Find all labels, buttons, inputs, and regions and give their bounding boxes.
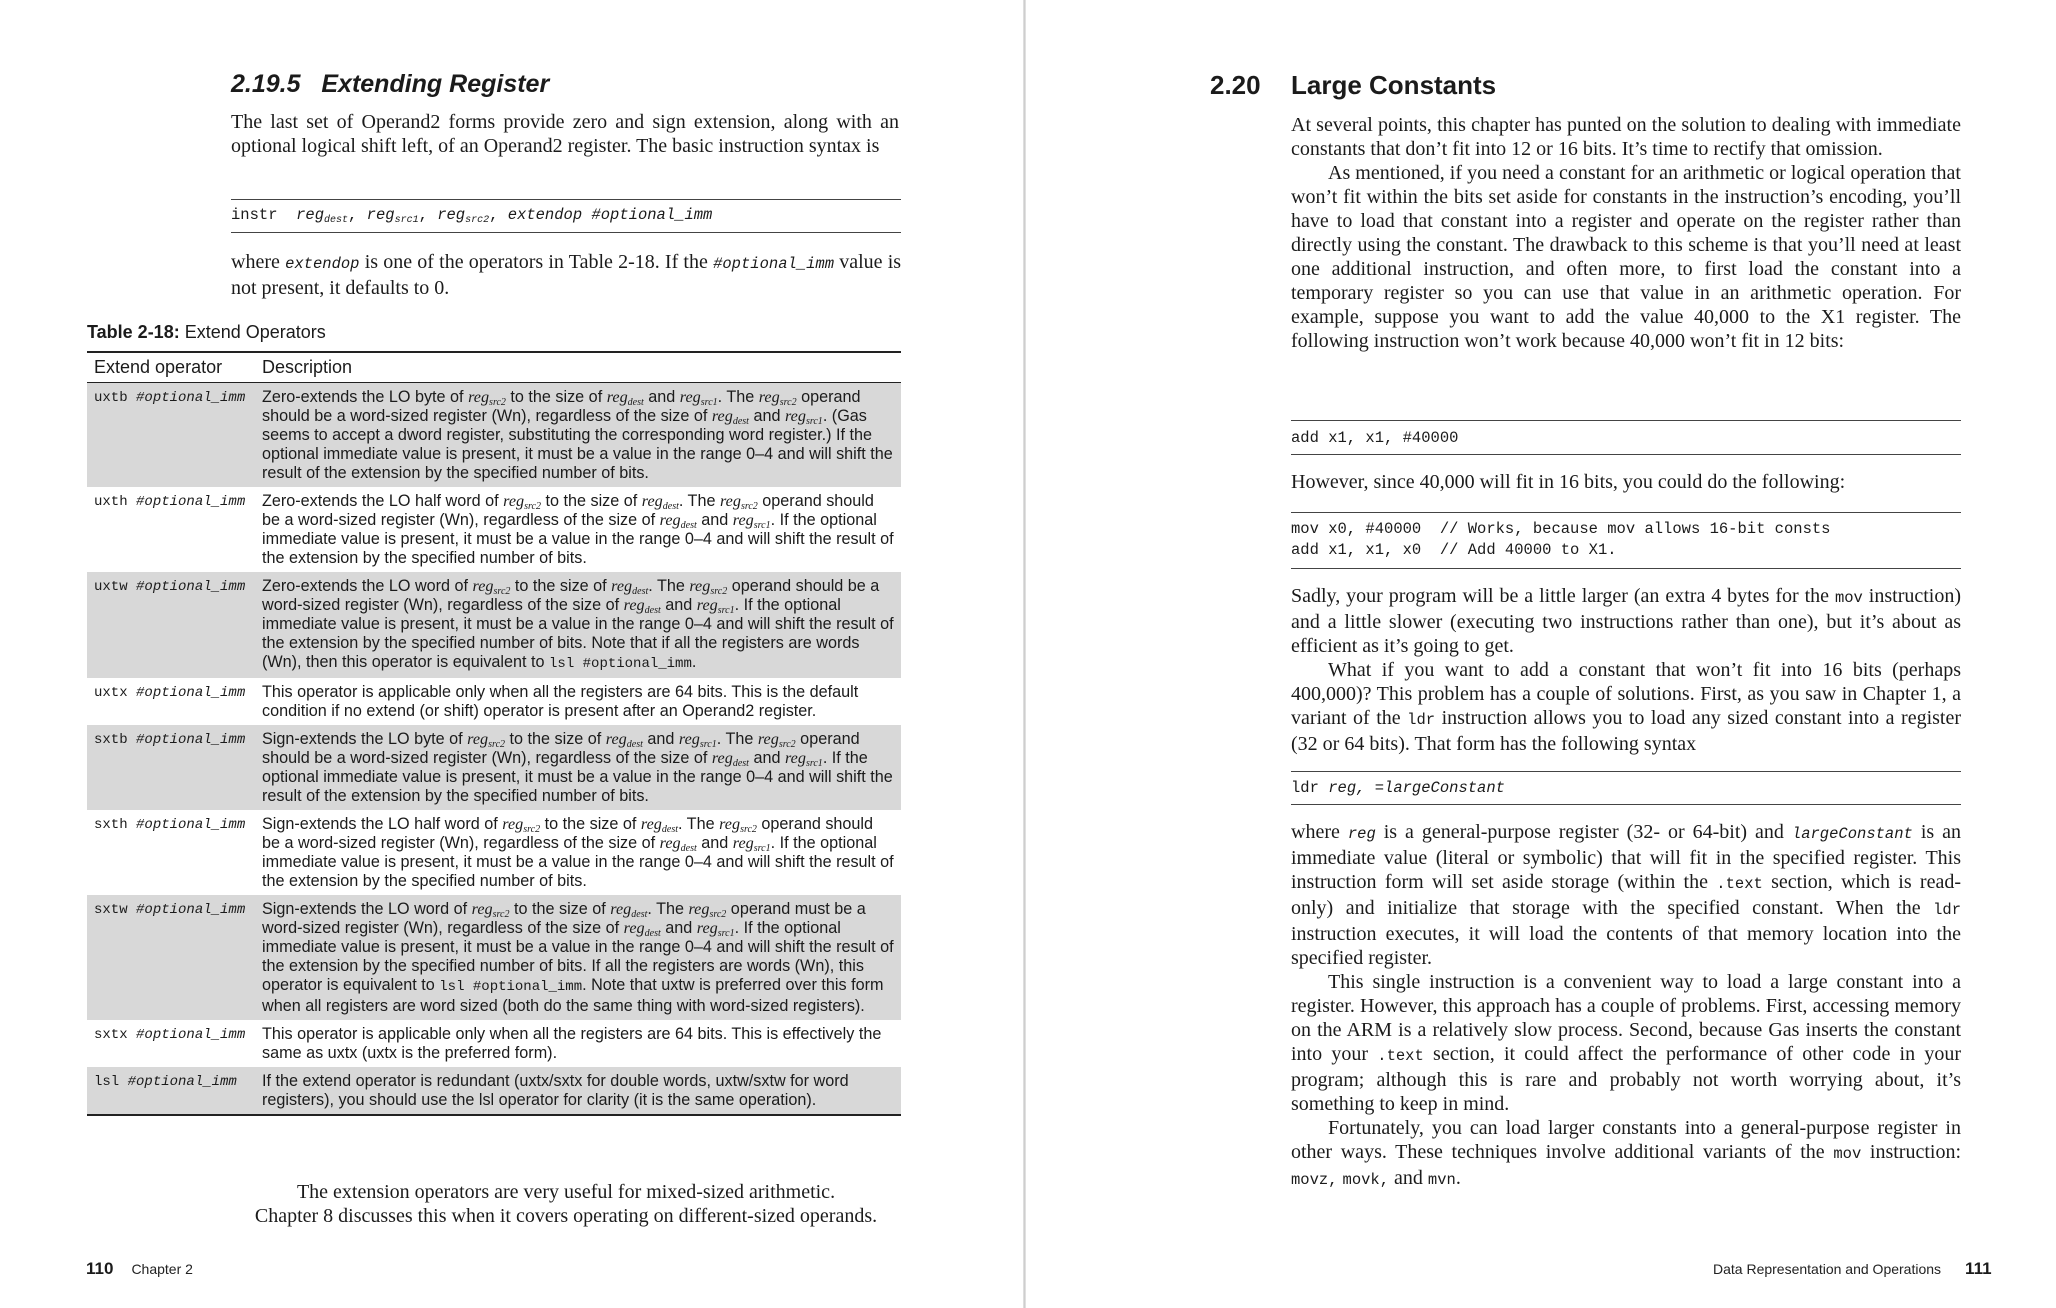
- paragraph-3: However, since 40,000 will fit in 16 bits, you could do the following:: [1291, 471, 1846, 493]
- table-row: [87, 572, 901, 678]
- operator-cell: sxtb #optional_imm: [87, 725, 255, 810]
- code-line: add x1, x1, x0 // Add 40000 to X1.: [1291, 541, 1617, 559]
- where-paragraph: where extendop is one of the operators in Table 2-18. If the #optional_imm value is not present, it defaults to 0.: [231, 251, 902, 299]
- column-header-operator: Extend operator: [87, 352, 255, 383]
- table-row: [87, 1020, 901, 1067]
- table-header-row: [87, 352, 901, 383]
- description-cell: Sign-extends the LO byte of reg$_{src2}$ to the size of reg$_{dest}$ and reg$_{src1}$. The reg$_{src2}$ operand should be a word-sized register (Wn), regardless of the size of reg$_{dest}$ and reg$_{src1}$. If the optional immediate value is present, it must be a value in the range 0–4 and will shift the result of the extension by the specified number of bits.: [255, 725, 901, 810]
- page-number-left: 110: [86, 1259, 114, 1278]
- section-number: 2.19.5: [231, 70, 301, 98]
- paragraph-7: This single instruction is a convenient way to load a large constant into a register. However, this approach has a couple of problems. First, accessing memory on the ARM is a relatively slow process. Second, because Gas inserts the constant into your .text section, it could affect the performance of other code in your program; although this is rare and probably not worth worrying about, it’s something to keep in mind.: [1291, 971, 1962, 1115]
- code-ldr-operands: reg, =largeConstant: [1328, 779, 1505, 797]
- code-block-2: [1291, 512, 1961, 569]
- table-caption: [87, 322, 326, 343]
- description-cell: This operator is applicable only when all the registers are 64 bits. This is the default condition if no extend (or shift) operator is present after an Operand2 register.: [262, 683, 859, 720]
- code-tail: extendop #optional_imm: [507, 206, 713, 224]
- description-cell: Sign-extends the LO word of reg$_{src2}$ to the size of reg$_{dest}$. The reg$_{src2}$ operand must be a word-sized register (Wn), regardless of the size of reg$_{dest}$ and reg$_{src1}$. If the optional immediate value is present, it must be a value in the range 0–4 and will shift the result of the extension by the specified number of bits. If all the registers are words (Wn), this operator is equivalent to lsl #optional_imm. Note that uxtw is preferred over this form when all registers are word sized (both do the same thing with word-sized registers).: [255, 895, 901, 1020]
- intro-paragraph: The last set of Operand2 forms provide zero and sign extension, along with an optional logical shift left, of an Operand2 register. The basic instruction syntax is: [231, 111, 899, 157]
- table-row: [87, 725, 901, 810]
- right-body-mid: [1291, 584, 1961, 756]
- operator-cell: sxtw #optional_imm: [87, 895, 255, 1020]
- paragraph-8: Fortunately, you can load larger constants into a general-purpose register in other ways. These techniques involve additional variants of the mov instruction: movz, movk, and mvn.: [1291, 1117, 1962, 1189]
- paragraph-2: As mentioned, if you need a constant for an arithmetic or logical operation that won’t fit within the bits set aside for constants in the instruction’s encoding, you’ll have to load that constant into a register and operate on the register rather than directly using the constant. The drawback to this scheme is that you’ll need at least one additional instruction, and often more, to first load the constant into a temporary register so you can use that value in an arithmetic operation. For example, suppose you want to add the value 40,000 to the X1 register. The following instruction won’t work because 40,000 won’t fit in 12 bits:: [1291, 162, 1961, 352]
- section-heading: [231, 70, 549, 99]
- right-footer: [1713, 1259, 1992, 1279]
- closing-line-2: Chapter 8 discusses this when it covers operating on different-sized operands.: [254, 1205, 878, 1227]
- paragraph-4: Sadly, your program will be a little larger (an extra 4 bytes for the mov instruction) and a little slower (executing two instructions rather than one), but it’s about as efficient as it’s going to get.: [1291, 585, 1962, 657]
- table-row: [87, 895, 901, 1020]
- paragraph-5: What if you want to add a constant that won’t fit into 16 bits (perhaps 400,000)? This problem has a couple of solutions. First, as you saw in Chapter 1, a variant of the ldr instruction allows you to load any sized constant into a register (32 or 64 bits). That form has the following syntax: [1291, 659, 1962, 755]
- table-body: [87, 383, 901, 1116]
- closing-paragraph: [231, 1180, 901, 1228]
- table-row: [87, 487, 901, 572]
- description-cell: If the extend operator is redundant (uxtx/sxtx for double words, uxtw/sxtw for word registers), you should use the lsl operator for clarity (it is the same operation).: [255, 1067, 901, 1115]
- description-cell: Zero-extends the LO byte of reg$_{src2}$ to the size of reg$_{dest}$ and reg$_{src1}$. The reg$_{src2}$ operand should be a word-sized register (Wn), regardless of the size of reg$_{dest}$ and reg$_{src1}$. (Gas seems to accept a dword register, substituting the corresponding word register.) If the optional immediate value is present, it must be a value in the range 0–4 and will shift the result of the extension by the specified number of bits.: [255, 383, 901, 488]
- code-reg-dest: reg$_{dest}$: [296, 206, 349, 226]
- right-body-top: [1291, 113, 1961, 353]
- inline-extendop: extendop: [285, 255, 360, 273]
- footer-title: Data Representation and Operations: [1713, 1261, 1942, 1277]
- section-title-right: Large Constants: [1291, 70, 1497, 100]
- code-block-3: [1291, 771, 1961, 805]
- description-cell: This operator is applicable only when all the registers are 64 bits. This is effectively the same as uxtx (uxtx is the preferred form).: [262, 1025, 882, 1062]
- table-row: [87, 678, 901, 725]
- inline-optional-imm: #optional_imm: [713, 255, 834, 273]
- operator-cell: sxtx #optional_imm: [94, 1027, 246, 1043]
- table-row: [87, 383, 901, 488]
- syntax-code-block: instr reg$_{dest}$, reg$_{src1}$, reg$_{src2}$, extendop #optional_imm: [231, 199, 901, 233]
- description-cell: Sign-extends the LO half word of reg$_{src2}$ to the size of reg$_{dest}$. The reg$_{src2}$ operand should be a word-sized register (Wn), regardless of the size of reg$_{dest}$ and reg$_{src1}$. If the optional immediate value is present, it must be a value in the range 0–4 and will shift the result of the extension by the specified number of bits.: [262, 815, 894, 890]
- extend-operators-table: [87, 352, 901, 1116]
- code-block-1: [1291, 420, 1961, 455]
- right-body-bottom: [1291, 820, 1961, 1192]
- code-instr: instr: [231, 206, 278, 224]
- page-number-right: 111: [1965, 1259, 1992, 1278]
- description-cell: Zero-extends the LO word of reg$_{src2}$ to the size of reg$_{dest}$. The reg$_{src2}$ operand should be a word-sized register (Wn), regardless of the size of reg$_{dest}$ and reg$_{src1}$. If the optional immediate value is present, it must be a value in the range 0–4 and will shift the result of the extension by the specified number of bits. Note that if all the registers are words (Wn), then this operator is equivalent to lsl #optional_imm.: [255, 572, 901, 678]
- operator-cell: lsl #optional_imm: [87, 1067, 255, 1115]
- description-cell: Zero-extends the LO half word of reg$_{src2}$ to the size of reg$_{dest}$. The reg$_{src2}$ operand should be a word-sized register (Wn), regardless of the size of reg$_{dest}$ and reg$_{src1}$. If the optional immediate value is present, it must be a value in the range 0–4 and will shift the result of the extension by the specified number of bits.: [262, 492, 894, 567]
- section-number-right: 2.20: [1210, 70, 1261, 100]
- operator-cell: sxth #optional_imm: [94, 817, 246, 833]
- left-footer: [86, 1259, 193, 1279]
- footer-chapter: Chapter 2: [131, 1261, 193, 1277]
- operator-cell: uxtb #optional_imm: [87, 383, 255, 488]
- code-reg-src2: reg$_{src2}$: [437, 206, 490, 226]
- table-caption-text: Extend Operators: [184, 322, 326, 342]
- closing-line-1: The extension operators are very useful for mixed-sized arithmetic.: [296, 1181, 836, 1203]
- paragraph-1: At several points, this chapter has punted on the solution to dealing with immediate constants that don’t fit into 12 or 16 bits. It’s time to rectify that omission.: [1291, 114, 1961, 160]
- paragraph-6: where reg is a general-purpose register (32- or 64-bit) and largeConstant is an immediate value (literal or symbolic) that will fit in the specified register. This instruction form will set aside storage (within the .text section, which is read-only) and initialize that storage with the specified constant. When the ldr instruction executes, it will load the contents of that memory location into the specified register.: [1291, 821, 1962, 969]
- table-row: [87, 810, 901, 895]
- table-caption-label: Table 2-18:: [87, 322, 180, 342]
- column-header-description: Description: [255, 352, 901, 383]
- code-reg-src1: reg$_{src1}$: [366, 206, 419, 226]
- table-row: [87, 1067, 901, 1115]
- operator-cell: uxtw #optional_imm: [87, 572, 255, 678]
- code-line: add x1, x1, #40000: [1291, 429, 1459, 447]
- section-title: Extending Register: [321, 70, 550, 98]
- code-line: mov x0, #40000 // Works, because mov allows 16-bit consts: [1291, 520, 1831, 538]
- code-ldr: ldr: [1291, 779, 1319, 797]
- operator-cell: uxth #optional_imm: [94, 494, 246, 510]
- operator-cell: uxtx #optional_imm: [94, 685, 246, 701]
- section-heading-right: [1210, 70, 1261, 101]
